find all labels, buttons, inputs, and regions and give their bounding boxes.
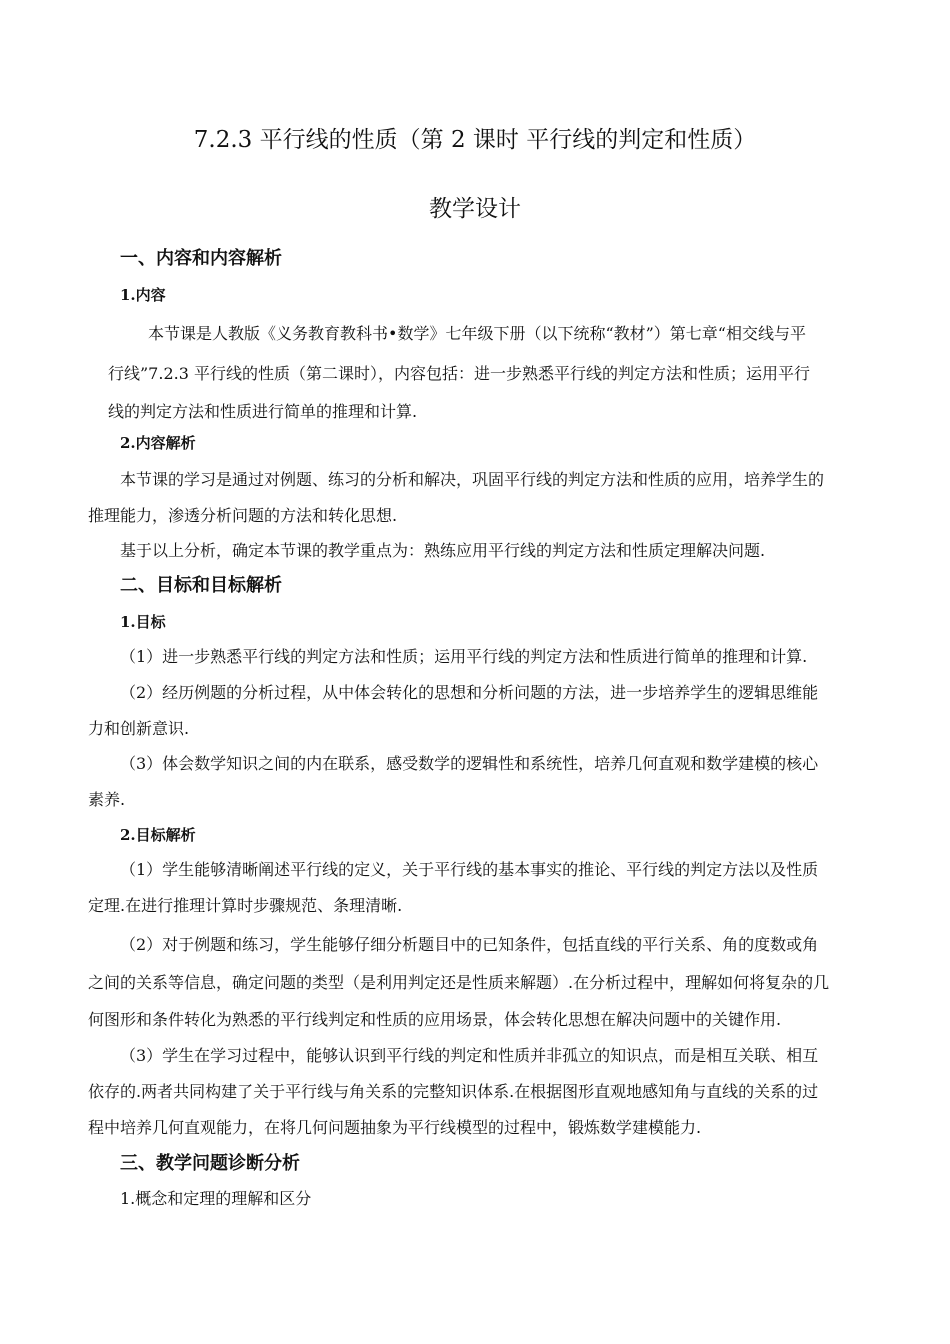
paragraph-line: 本节课是人教版《义务教育教科书•数学》七年级下册（以下统称“教材”）第七章“相交线与平 (148, 324, 806, 343)
list-item: 1.概念和定理的理解和区分 (120, 1189, 312, 1208)
paragraph-line: 线的判定方法和性质进行简单的推理和计算. (108, 402, 418, 421)
paragraph-line: （3）学生在学习过程中，能够认识到平行线的判定和性质并非孤立的知识点，而是相互关联、相互 (120, 1046, 819, 1065)
paragraph-line: 基于以上分析，确定本节课的教学重点为：熟练应用平行线的判定方法和性质定理解决问题. (120, 541, 766, 560)
document-title: 7.2.3 平行线的性质（第 2 课时 平行线的判定和性质） (193, 127, 757, 153)
paragraph-line: 之间的关系等信息，确定问题的类型（是利用判定还是性质来解题）.在分析过程中，理解如何将复杂的几 (88, 973, 830, 992)
subheading-goals: 1.目标 (120, 613, 166, 631)
paragraph-line: 依存的.两者共同构建了关于平行线与角关系的完整知识体系.在根据图形直观地感知角与直线的关系的过 (88, 1082, 819, 1101)
subheading-goals-analysis: 2.目标解析 (120, 826, 196, 844)
section-heading-content: 一、内容和内容解析 (120, 248, 282, 269)
paragraph-line: 程中培养几何直观能力，在将几何问题抽象为平行线模型的过程中，锻炼数学建模能力. (88, 1118, 702, 1137)
section-heading-diagnosis: 三、教学问题诊断分析 (120, 1153, 300, 1174)
document-subtitle: 教学设计 (429, 196, 521, 222)
paragraph-line: （2）对于例题和练习，学生能够仔细分析题目中的已知条件，包括直线的平行关系、角的度数或角 (120, 935, 819, 954)
paragraph-line: （1）进一步熟悉平行线的判定方法和性质；运用平行线的判定方法和性质进行简单的推理和计算. (120, 647, 808, 666)
paragraph-line: 何图形和条件转化为熟悉的平行线判定和性质的应用场景，体会转化思想在解决问题中的关键作用. (88, 1010, 782, 1029)
paragraph-line: （3）体会数学知识之间的内在联系，感受数学的逻辑性和系统性，培养几何直观和数学建模的核心 (120, 754, 819, 773)
paragraph-line: （1）学生能够清晰阐述平行线的定义，关于平行线的基本事实的推论、平行线的判定方法以及性质 (120, 860, 819, 879)
paragraph-line: 本节课的学习是通过对例题、练习的分析和解决，巩固平行线的判定方法和性质的应用，培养学生的 (120, 470, 825, 489)
paragraph-line: 定理.在进行推理计算时步骤规范、条理清晰. (88, 896, 403, 915)
subheading-content-analysis: 2.内容解析 (120, 434, 196, 452)
paragraph-line: 力和创新意识. (88, 719, 190, 738)
paragraph-line: 素养. (88, 790, 126, 809)
paragraph-line: （2）经历例题的分析过程，从中体会转化的思想和分析问题的方法，进一步培养学生的逻辑思维能 (120, 683, 819, 702)
paragraph-line: 推理能力，渗透分析问题的方法和转化思想. (88, 506, 398, 525)
paragraph-line: 行线”7.2.3 平行线的性质（第二课时），内容包括：进一步熟悉平行线的判定方法和性质；运用平行 (108, 364, 810, 383)
subheading-content: 1.内容 (120, 286, 166, 304)
section-heading-goals: 二、目标和目标解析 (120, 575, 282, 596)
